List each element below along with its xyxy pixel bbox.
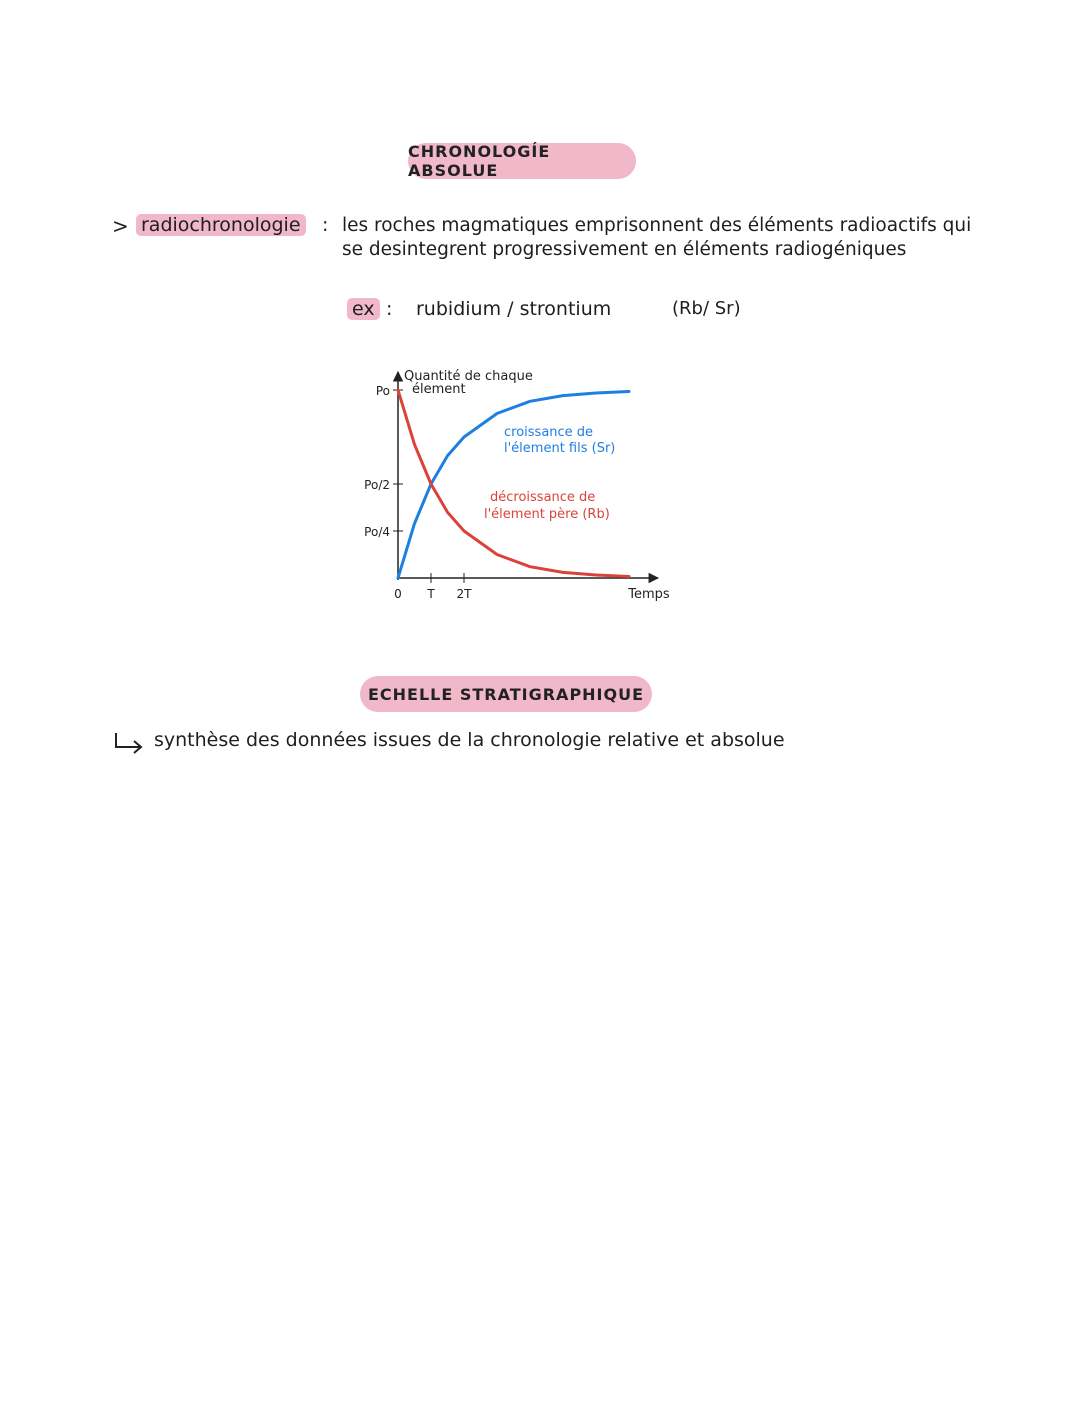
definition-term: radiochronologie [136, 214, 306, 236]
example-symbol: (Rb/ Sr) [672, 298, 741, 319]
x-tick-label: T [427, 587, 435, 601]
definition-colon: : [322, 214, 329, 236]
example-text: rubidium / strontium [416, 298, 612, 320]
y-ticks [364, 384, 403, 539]
synthesis-text: synthèse des données issues de la chronologie relative et absolue [154, 729, 785, 751]
series-label-decay-1: décroissance de [490, 490, 596, 505]
series-label-growth-2: l'élement fils (Sr) [504, 441, 616, 456]
x-tick-label: 2T [456, 587, 472, 601]
x-tick-label: 0 [394, 587, 402, 601]
decay-chart [0, 0, 1080, 640]
series-label-growth-1: croissance de [504, 425, 594, 440]
chart-title-line2: élement [412, 382, 466, 397]
section-title-text: CHRONOLOGÍE ABSOLUE [408, 142, 551, 180]
example-colon: : [386, 298, 393, 320]
chart-title-line1: Quantité de chaque [404, 369, 533, 384]
curved-arrow-icon [112, 729, 148, 755]
y-tick-label: Po/2 [364, 478, 390, 492]
x-axis-label: Temps [628, 587, 670, 602]
chart-series [398, 390, 629, 578]
definition-text: les roches magmatiques emprisonnent des éléments radioactifs qui se desintegrent progressivement en éléments radiogéniques [342, 215, 972, 260]
section-title-text: ECHELLE STRATIGRAPHIQUE [367, 684, 645, 704]
x-ticks [394, 573, 472, 601]
y-tick-label: Po [375, 384, 390, 398]
section-title-echelle-stratigraphique [360, 676, 652, 712]
series-label-decay-2: l'élement père (Rb) [484, 507, 610, 522]
bullet-marker: > [112, 214, 129, 238]
y-tick-label: Po/4 [364, 525, 390, 539]
example-label: ex [347, 298, 380, 320]
